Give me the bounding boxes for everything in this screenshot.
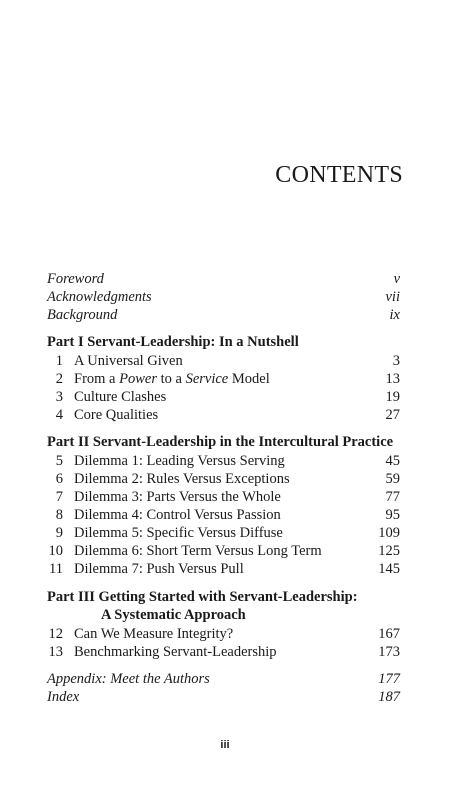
part-heading-3: Part III Getting Started with Servant-Leadership: xyxy=(47,589,358,605)
entry-page: 177 xyxy=(378,671,400,687)
chapter-number: 11 xyxy=(49,561,63,577)
toc-chapter[interactable] xyxy=(47,625,400,643)
toc-chapter[interactable] xyxy=(47,488,400,506)
toc-chapter[interactable] xyxy=(47,524,400,542)
chapter-number: 10 xyxy=(48,543,63,559)
toc-chapter[interactable] xyxy=(47,388,400,406)
toc-chapter[interactable] xyxy=(47,406,400,424)
chapter-page: 167 xyxy=(378,626,400,642)
chapter-number: 12 xyxy=(48,626,63,642)
chapter-number: 6 xyxy=(55,471,63,487)
toc-entry-foreword[interactable] xyxy=(47,270,400,288)
chapter-title: From a Power to a Service Model xyxy=(74,371,270,387)
chapter-title: Dilemma 2: Rules Versus Exceptions xyxy=(74,471,290,487)
chapter-number: 3 xyxy=(55,389,63,405)
chapter-title: Dilemma 3: Parts Versus the Whole xyxy=(74,489,281,505)
chapter-title: Benchmarking Servant-Leadership xyxy=(74,644,277,660)
entry-page: ix xyxy=(389,307,400,323)
chapter-page: 19 xyxy=(385,389,400,405)
entry-title: Background xyxy=(47,307,118,323)
page-title: CONTENTS xyxy=(275,162,403,188)
toc-chapter[interactable] xyxy=(47,470,400,488)
entry-page: v xyxy=(393,271,400,287)
toc-chapter[interactable] xyxy=(47,542,400,560)
chapter-page: 13 xyxy=(385,371,400,387)
part-heading-2: Part II Servant-Leadership in the Intercultural Practice xyxy=(47,434,394,450)
toc-entry-appendix[interactable] xyxy=(47,670,400,688)
toc-chapter[interactable] xyxy=(47,352,400,370)
chapter-title: Dilemma 5: Specific Versus Diffuse xyxy=(74,525,283,541)
chapter-number: 7 xyxy=(55,489,63,505)
chapter-page: 173 xyxy=(378,644,400,660)
chapter-title: Dilemma 6: Short Term Versus Long Term xyxy=(74,543,322,559)
entry-title: Appendix: Meet the Authors xyxy=(47,671,210,687)
entry-page: 187 xyxy=(378,689,400,705)
chapter-title: Dilemma 7: Push Versus Pull xyxy=(74,561,244,577)
toc-entry-acknowledgments[interactable] xyxy=(47,288,400,306)
chapter-page: 109 xyxy=(378,525,400,541)
chapter-page: 95 xyxy=(385,507,400,523)
toc-entry-background[interactable] xyxy=(47,306,400,324)
toc-chapter[interactable] xyxy=(47,506,400,524)
chapter-page: 77 xyxy=(385,489,400,505)
part-heading-3-line2: A Systematic Approach xyxy=(101,607,246,623)
chapter-title: Can We Measure Integrity? xyxy=(74,626,234,642)
chapter-number: 5 xyxy=(55,453,63,469)
entry-title: Foreword xyxy=(47,271,104,287)
part-heading-1: Part I Servant-Leadership: In a Nutshell xyxy=(47,334,299,350)
chapter-page: 27 xyxy=(385,407,400,423)
toc-chapter[interactable] xyxy=(47,643,400,661)
chapter-title: Dilemma 1: Leading Versus Serving xyxy=(74,453,285,469)
chapter-title: Dilemma 4: Control Versus Passion xyxy=(74,507,281,523)
chapter-title: Core Qualities xyxy=(74,407,159,423)
chapter-page: 3 xyxy=(392,353,400,369)
chapter-page: 59 xyxy=(385,471,400,487)
chapter-number: 1 xyxy=(55,353,63,369)
entry-title: Index xyxy=(47,689,80,705)
chapter-title: Culture Clashes xyxy=(74,389,167,405)
chapter-page: 125 xyxy=(378,543,400,559)
chapter-number: 2 xyxy=(55,371,63,387)
chapter-page: 145 xyxy=(378,561,400,577)
chapter-number: 4 xyxy=(55,407,63,423)
chapter-number: 9 xyxy=(55,525,63,541)
chapter-number: 8 xyxy=(55,507,63,523)
toc-entry-index[interactable] xyxy=(47,688,400,706)
entry-title: Acknowledgments xyxy=(47,289,152,305)
chapter-page: 45 xyxy=(385,453,400,469)
toc-chapter[interactable] xyxy=(47,452,400,470)
toc-chapter[interactable] xyxy=(47,560,400,578)
entry-page: vii xyxy=(385,289,400,305)
chapter-title: A Universal Given xyxy=(74,353,183,369)
toc-chapter[interactable] xyxy=(47,370,400,388)
chapter-number: 13 xyxy=(48,644,63,660)
page-number: iii xyxy=(220,739,230,751)
